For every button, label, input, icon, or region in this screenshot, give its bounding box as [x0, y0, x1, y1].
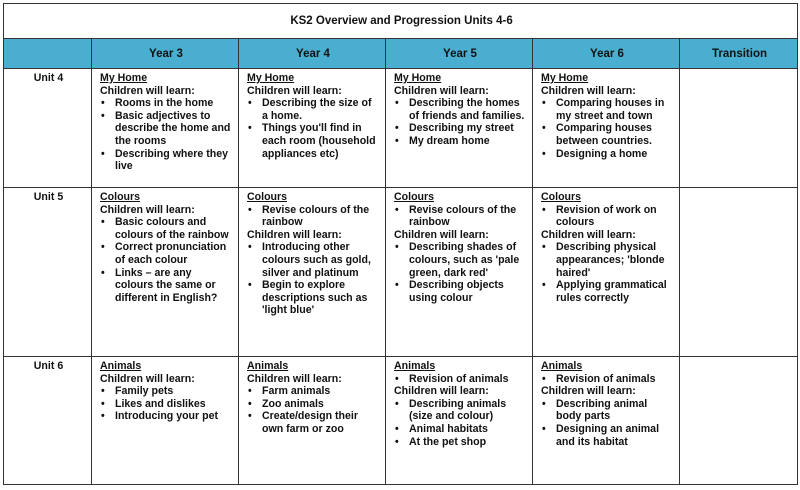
column-header: Year 5	[386, 39, 533, 69]
bullet-item: • Describing where they live	[100, 148, 232, 173]
bullet-item: • Comparing houses in my street and town	[541, 97, 673, 122]
cell-text: Children will learn:	[247, 228, 342, 241]
bullet-item: • Animal habitats	[394, 423, 526, 436]
bullet-item: • At the pet shop	[394, 436, 526, 449]
cell-text: Children will learn:	[100, 372, 195, 385]
unit-cell	[386, 357, 533, 485]
column-header: Year 6	[533, 39, 680, 69]
bullet-item: • My dream home	[394, 135, 526, 148]
bullet-item: • Revise colours of the rainbow	[394, 204, 526, 229]
cell-topic: Animals	[541, 360, 583, 372]
bullet-item: • Describing the size of a home.	[247, 97, 379, 122]
cell-topic: Animals	[100, 360, 142, 372]
column-header	[4, 39, 92, 69]
unit-cell	[239, 188, 386, 357]
cell-topic: My Home	[394, 72, 442, 84]
cell-topic: My Home	[100, 72, 148, 84]
unit-cell	[239, 357, 386, 485]
bullet-item: • Designing an animal and its habitat	[541, 423, 673, 448]
cell-topic: My Home	[541, 72, 589, 84]
bullet-item: • Revision of animals	[394, 373, 526, 386]
table-row	[4, 188, 798, 357]
cell-text: Children will learn:	[541, 84, 636, 97]
unit-cell	[533, 357, 680, 485]
unit-cell	[386, 69, 533, 188]
title-row	[4, 4, 798, 39]
cell-text: Children will learn:	[394, 385, 489, 398]
cell-text: Children will learn:	[247, 84, 342, 97]
bullet-item: • Revision of work on colours	[541, 204, 673, 229]
table-row	[4, 69, 798, 188]
cell-text: Children will learn:	[247, 372, 342, 385]
unit-label: Unit 6	[4, 357, 92, 485]
cell-text: Children will learn:	[541, 228, 636, 241]
bullet-item: • Revision of animals	[541, 373, 673, 386]
bullet-item: • Describing physical appearances; 'blonde haired'	[541, 241, 673, 279]
cell-topic: My Home	[247, 72, 295, 84]
cell-text: Children will learn:	[541, 385, 636, 398]
unit-label: Unit 4	[4, 69, 92, 188]
unit-cell	[680, 69, 798, 188]
cell-text: Children will learn:	[100, 203, 195, 216]
bullet-item: • Create/design their own farm or zoo	[247, 410, 379, 435]
bullet-item: • Describing animal body parts	[541, 398, 673, 423]
table-title: KS2 Overview and Progression Units 4-6	[4, 4, 798, 39]
cell-topic: Colours	[394, 191, 435, 203]
unit-cell	[680, 357, 798, 485]
cell-topic: Animals	[394, 360, 436, 372]
bullet-item: • Revise colours of the rainbow	[247, 204, 379, 229]
bullet-item: • Basic colours and colours of the rainbow	[100, 216, 232, 241]
unit-cell	[533, 69, 680, 188]
bullet-item: • Correct pronunciation of each colour	[100, 241, 232, 266]
unit-cell	[92, 69, 239, 188]
bullet-item: • Comparing houses between countries.	[541, 122, 673, 147]
bullet-item: • Farm animals	[247, 385, 379, 398]
bullet-item: • Introducing other colours such as gold, silver and platinum	[247, 241, 379, 279]
bullet-item: • Designing a home	[541, 148, 673, 161]
cell-text: Children will learn:	[100, 84, 195, 97]
bullet-item: • Begin to explore descriptions such as 'light blue'	[247, 279, 379, 317]
unit-cell	[92, 188, 239, 357]
bullet-item: • Describing my street	[394, 122, 526, 135]
column-header: Year 4	[239, 39, 386, 69]
bullet-item: • Describing animals (size and colour)	[394, 398, 526, 423]
bullet-item: • Applying grammatical rules correctly	[541, 279, 673, 304]
unit-cell	[239, 69, 386, 188]
cell-topic: Colours	[100, 191, 141, 203]
bullet-item: • Describing shades of colours, such as 'pale green, dark red'	[394, 241, 526, 279]
bullet-item: • Describing objects using colour	[394, 279, 526, 304]
cell-topic: Colours	[247, 191, 288, 203]
table-row	[4, 357, 798, 485]
bullet-item: • Rooms in the home	[100, 97, 232, 110]
bullet-item: • Likes and dislikes	[100, 398, 232, 411]
column-header: Transition	[680, 39, 798, 69]
unit-cell	[386, 188, 533, 357]
cell-text: Children will learn:	[394, 228, 489, 241]
bullet-item: • Things you'll find in each room (household appliances etc)	[247, 122, 379, 160]
header-row	[4, 39, 798, 69]
bullet-item: • Introducing your pet	[100, 410, 232, 423]
bullet-item: • Describing the homes of friends and families.	[394, 97, 526, 122]
unit-cell	[533, 188, 680, 357]
bullet-item: • Links – are any colours the same or different in English?	[100, 267, 232, 305]
bullet-item: • Basic adjectives to describe the home and the rooms	[100, 110, 232, 148]
bullet-item: • Zoo animals	[247, 398, 379, 411]
unit-label: Unit 5	[4, 188, 92, 357]
overview-table	[3, 3, 798, 485]
unit-cell	[92, 357, 239, 485]
column-header: Year 3	[92, 39, 239, 69]
cell-text: Children will learn:	[394, 84, 489, 97]
bullet-item: • Family pets	[100, 385, 232, 398]
cell-topic: Colours	[541, 191, 582, 203]
unit-cell	[680, 188, 798, 357]
cell-topic: Animals	[247, 360, 289, 372]
